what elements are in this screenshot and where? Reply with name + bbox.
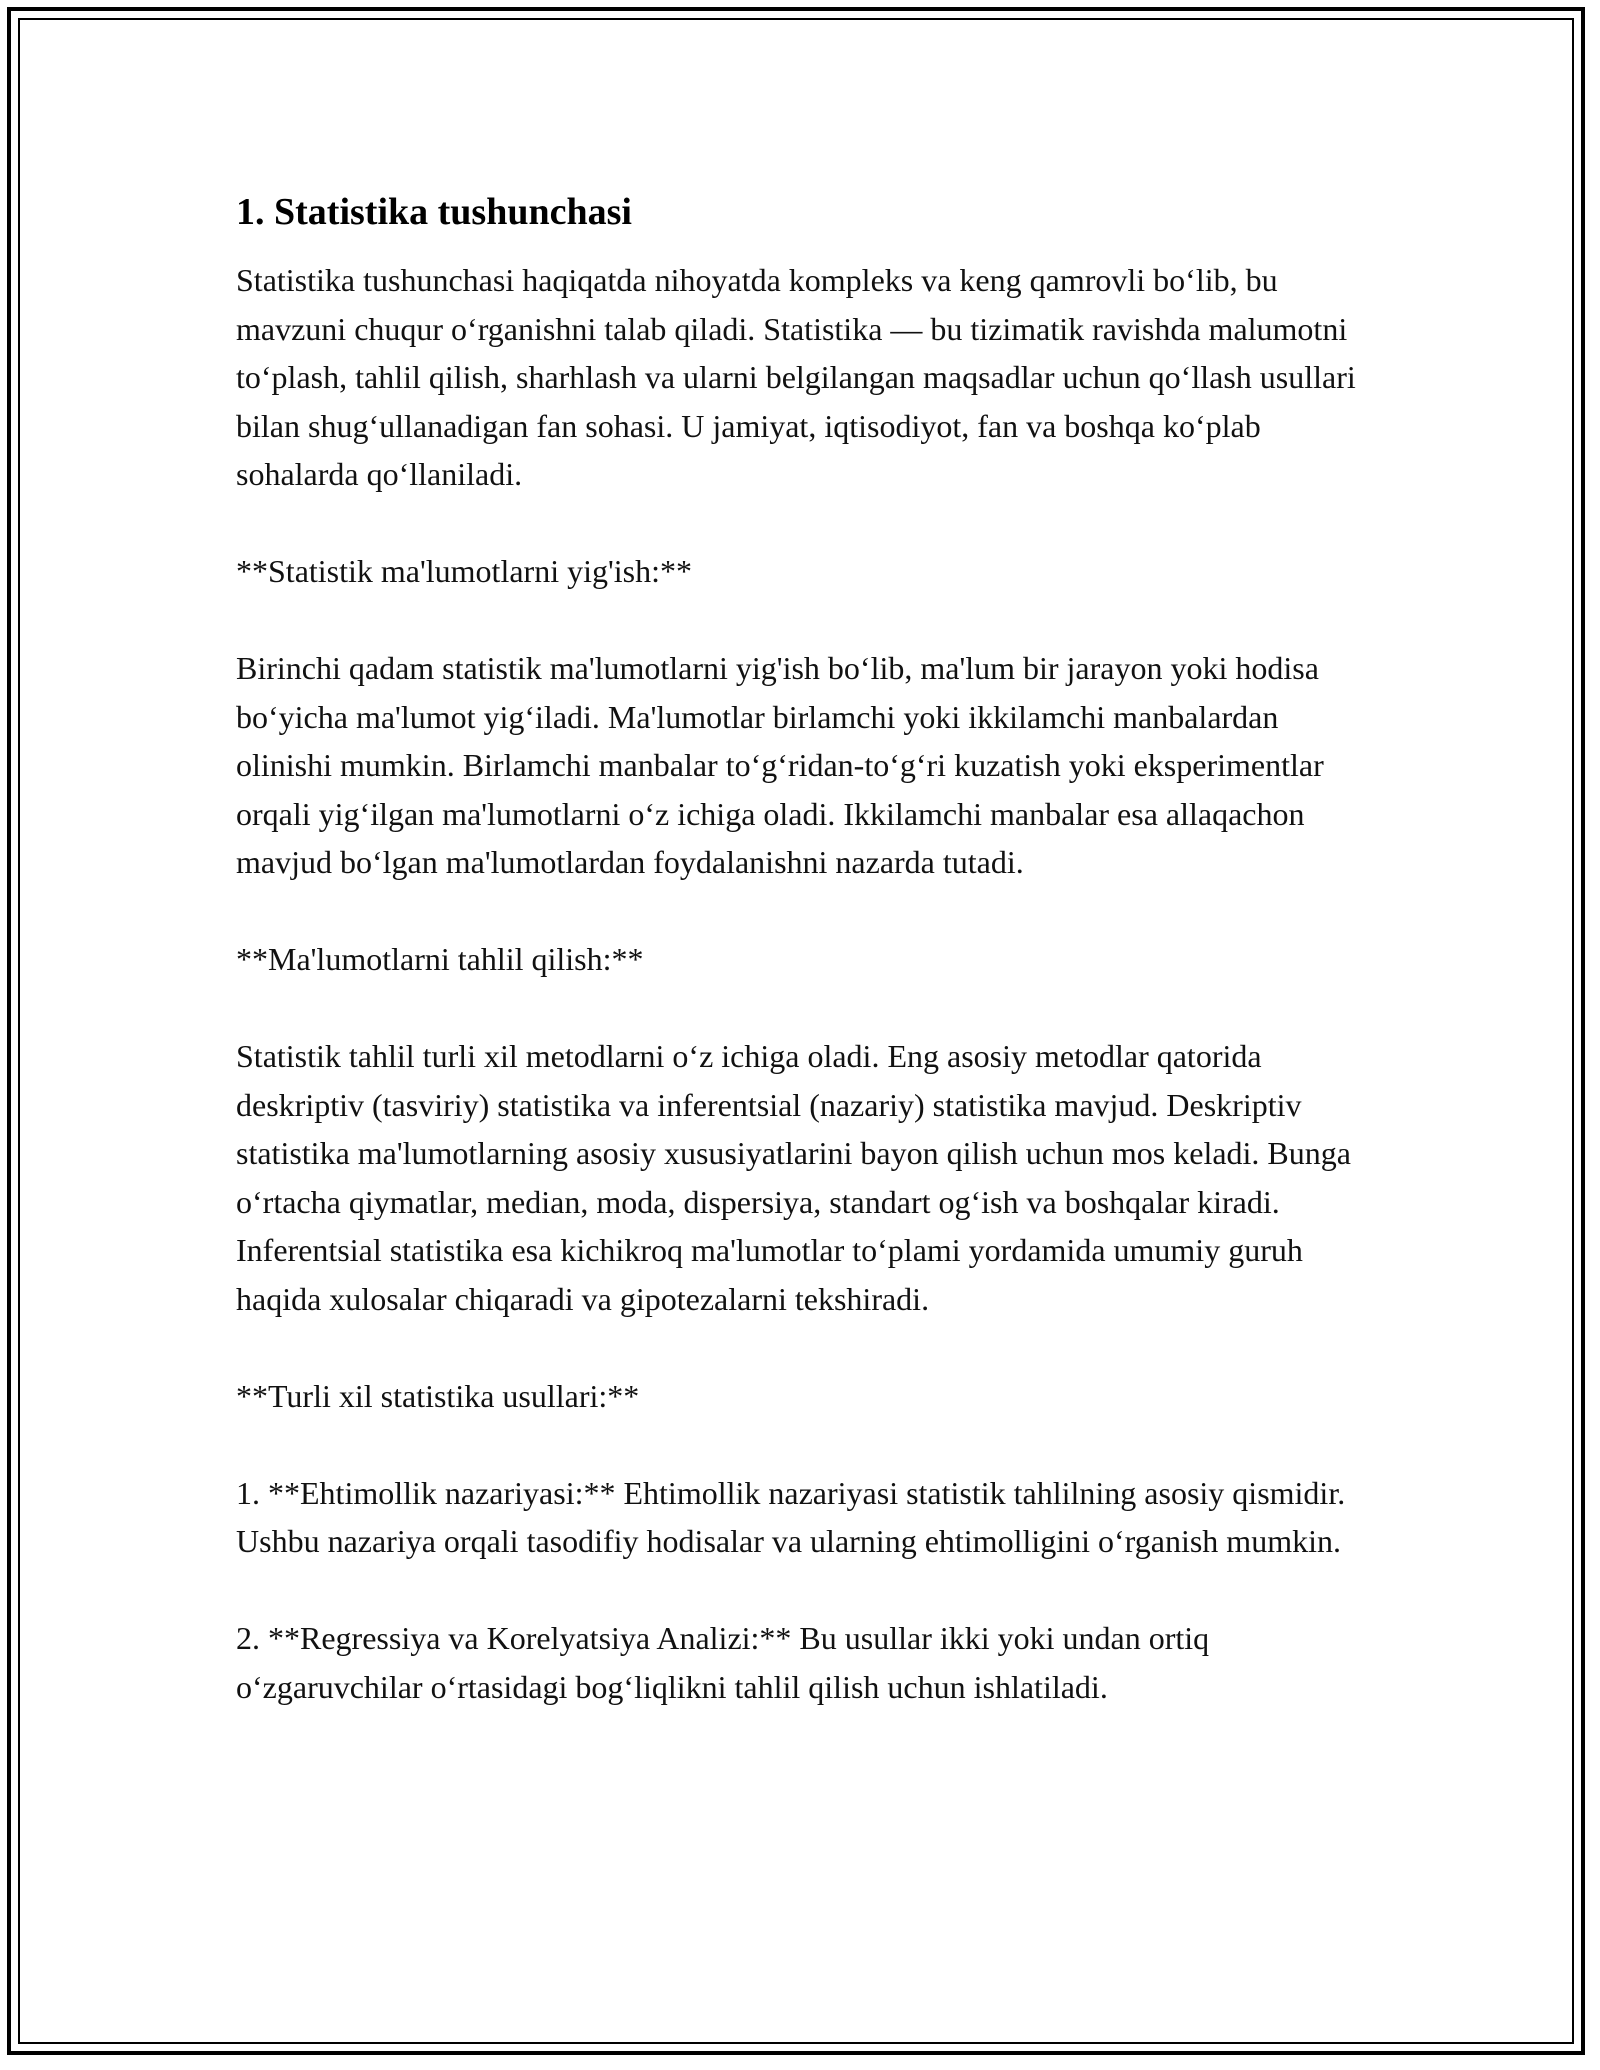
subheading-data-collection: **Statistik ma'lumotlarni yig'ish:** xyxy=(236,553,692,589)
document-body xyxy=(236,188,1376,1760)
list-item-probability-theory: 1. **Ehtimollik nazariyasi:** Ehtimollik nazariyasi statistik tahlilning asosiy qismidir. Ushbu nazariya orqali tasodifiy hodisalar va ularning ehtimolligini o‘rganish mumkin. xyxy=(236,1474,1346,1559)
section-heading: 1. Statistika tushunchasi xyxy=(236,191,632,233)
paragraph-intro: Statistika tushunchasi haqiqatda nihoyatda kompleks va keng qamrovli bo‘lib, bu mavzuni chuqur o‘rganishni talab qiladi. Statistika — bu tizimatik ravishda malumotni to‘plash, tahlil qilish, sharhlash va ularni belgilangan maqsadlar uchun qo‘llash usullari bilan shug‘ullanadigan fan sohasi. U jamiyat, iqtisodiyot, fan va boshqa ko‘plab sohalarda qo‘llaniladi. xyxy=(236,262,1356,492)
subheading-statistics-methods: **Turli xil statistika usullari:** xyxy=(236,1377,640,1414)
paragraph-data-analysis: Statistik tahlil turli xil metodlarni o‘z ichiga oladi. Eng asosiy metodlar qatorida deskriptiv (tasviriy) statistika va inferentsial (nazariy) statistika mavjud. Deskriptiv statistika ma'lumotlarning asosiy xususiyatlarini bayon qilish uchun mos keladi. Bunga o‘rtacha qiymatlar, median, moda, dispersiya, standart og‘ish va boshqalar kiradi. Inferentsial statistika esa kichikroq ma'lumotlar to‘plami yordamida umumiy guruh haqida xulosalar chiqaradi va gipotezalarni tekshiradi. xyxy=(236,1038,1351,1317)
list-item-regression-correlation: 2. **Regressiya va Korelyatsiya Analizi:** Bu usullar ikki yoki undan ortiq o‘zgaruvchilar o‘rtasidagi bog‘liqlikni tahlil qilish uchun ishlatiladi. xyxy=(236,1620,1210,1705)
paragraph-data-collection: Birinchi qadam statistik ma'lumotlarni yig'ish bo‘lib, ma'lum bir jarayon yoki hodisa bo‘yicha ma'lumot yig‘iladi. Ma'lumotlar birlamchi yoki ikkilamchi manbalardan olinishi mumkin. Birlamchi manbalar to‘g‘ridan-to‘g‘ri kuzatish yoki eksperimentlar orqali yig‘ilgan ma'lumotlarni o‘z ichiga oladi. Ikkilamchi manbalar esa allaqachon mavjud bo‘lgan ma'lumotlardan foydalanishni nazarda tutadi. xyxy=(236,650,1324,880)
subheading-data-analysis: **Ma'lumotlarni tahlil qilish:** xyxy=(236,941,644,977)
